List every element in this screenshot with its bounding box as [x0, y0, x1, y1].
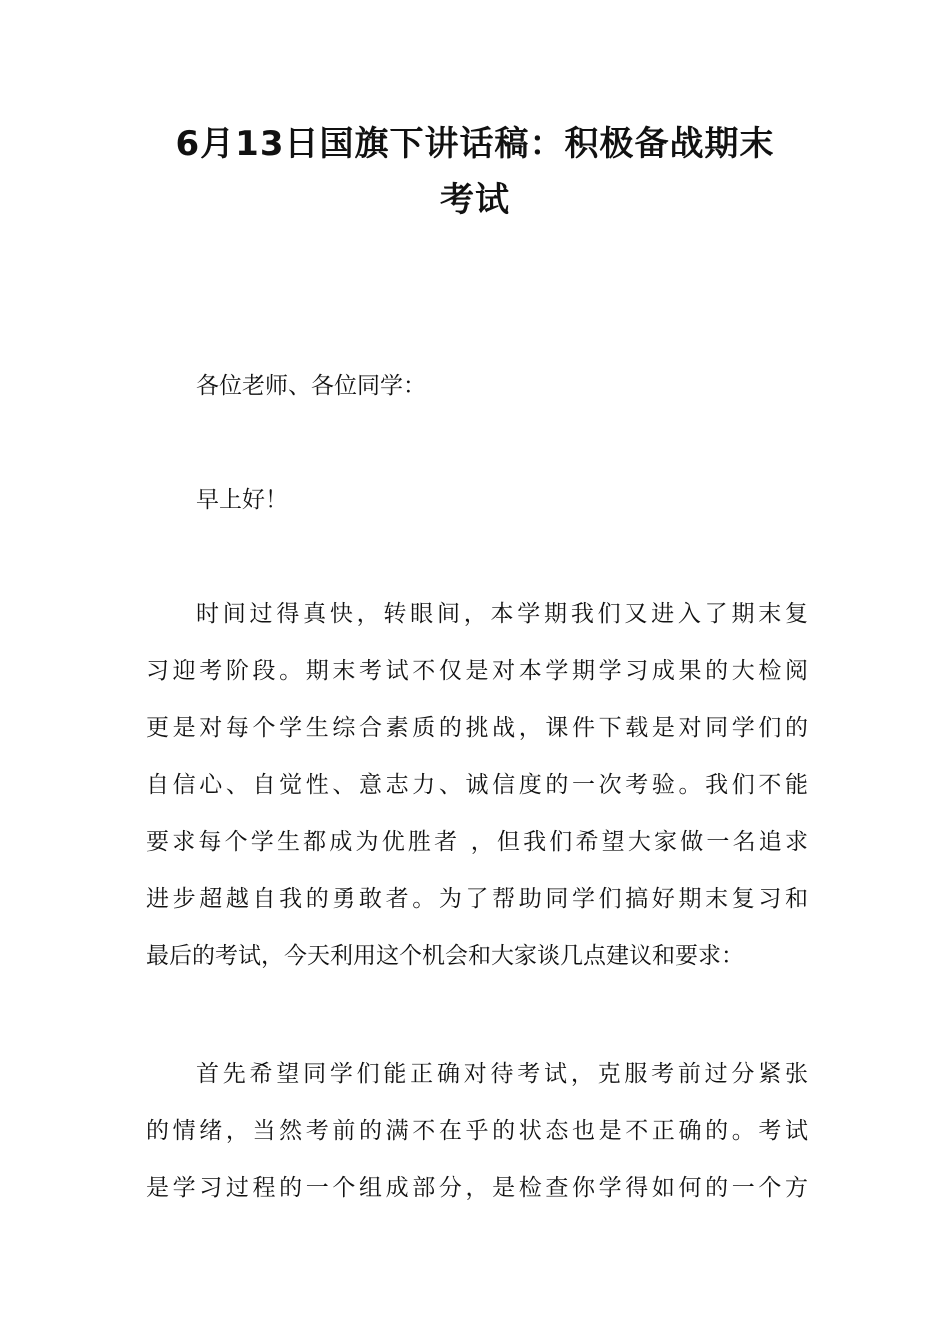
paragraph-line: 首先希望同学们能正确对待考试，克服考前过分紧张: [196, 1061, 808, 1087]
morning-greeting-paragraph: [146, 472, 808, 529]
document-title-line-2: 考试: [440, 180, 510, 220]
body-paragraph-2: [146, 1046, 808, 1217]
paragraph-line: 是学习过程的一个组成部分，是检查你学得如何的一个方: [146, 1175, 808, 1201]
paragraph-line: 要求每个学生都成为优胜者 ，但我们希望大家做一名追求: [146, 829, 808, 855]
body-paragraph-1: [146, 586, 808, 985]
paragraph-line: 的情绪，当然考前的满不在乎的状态也是不正确的。考试: [146, 1118, 808, 1144]
paragraph-line: 时间过得真快，转眼间，本学期我们又进入了期末复: [196, 601, 808, 627]
paragraph-line: 最后的考试，今天利用这个机会和大家谈几点建议和要求：: [146, 943, 744, 969]
paragraph-line: 更是对每个学生综合素质的挑战，课件下载是对同学们的: [146, 715, 808, 741]
salutation-text: 各位老师、各位同学：: [196, 373, 426, 399]
salutation-paragraph: [146, 358, 808, 415]
paragraph-line: 自信心、自觉性、意志力、诚信度的一次考验。我们不能: [146, 772, 808, 798]
paragraph-line: 进步超越自我的勇敢者。为了帮助同学们搞好期末复习和: [146, 886, 808, 912]
document-title-line-1: 6月13日国旗下讲话稿：积极备战期末: [175, 124, 775, 164]
morning-greeting-text: 早上好！: [196, 487, 288, 513]
paragraph-line: 习迎考阶段。期末考试不仅是对本学期学习成果的大检阅: [146, 658, 808, 684]
